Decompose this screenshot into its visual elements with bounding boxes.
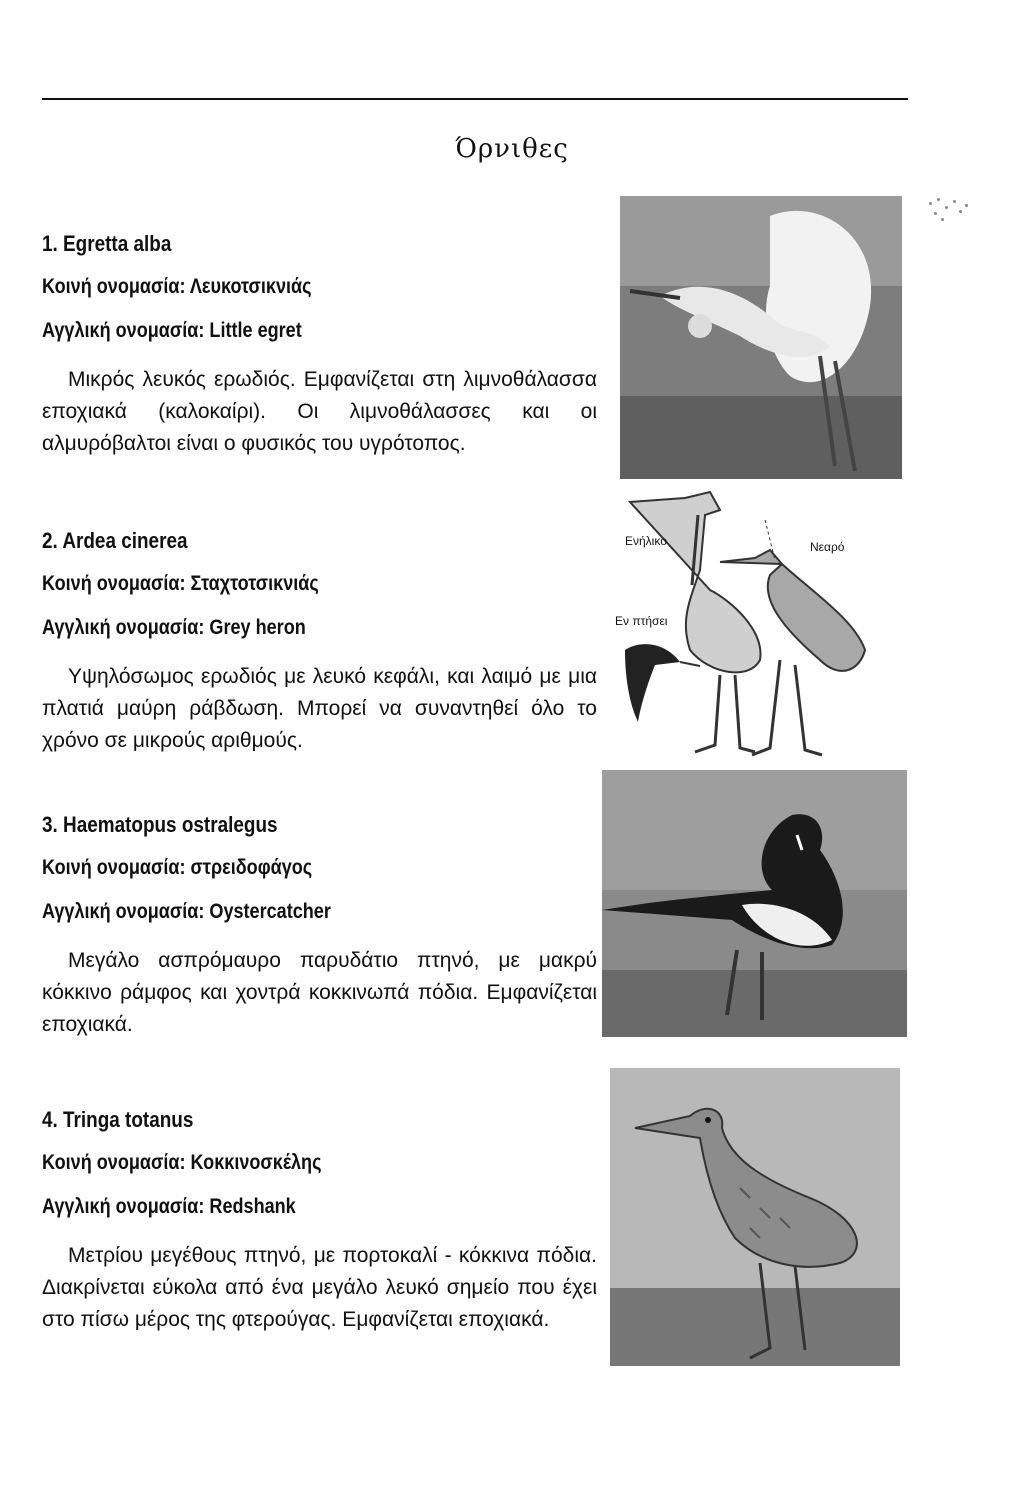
- english-name: Αγγλική ονομασία: Oystercatcher: [42, 900, 331, 923]
- scan-speckle: [925, 196, 975, 226]
- bird-description: Μεγάλο ασπρόμαυρο παρυδάτιο πτηνό, με μακρύ κόκκινο ράμφος και χοντρά κοκκινωπά πόδια. Εμφανίζεται εποχιακά.: [42, 949, 597, 1036]
- bird-heading: 2. Ardea cinerea: [42, 528, 188, 553]
- label-juvenile: Νεαρό: [810, 540, 845, 554]
- egret-photo: [620, 196, 902, 479]
- page-title: Όρνιθες: [455, 134, 569, 164]
- bird-entry-2: [42, 530, 597, 757]
- english-name: Αγγλική ονομασία: Little egret: [42, 319, 302, 342]
- bird-description: Υψηλόσωμος ερωδιός με λευκό κεφάλι, και λαιμό με μια πλατιά μαύρη ράβδωση. Μπορεί να συναντηθεί όλο το χρόνο σε μικρούς αριθμούς.: [42, 665, 597, 752]
- common-name: Κοινή ονομασία: στρειδοφάγος: [42, 856, 313, 879]
- oystercatcher-photo: [602, 770, 907, 1037]
- english-name: Αγγλική ονομασία: Redshank: [42, 1195, 296, 1218]
- bird-heading: 1. Egretta alba: [42, 231, 172, 256]
- common-name: Κοινή ονομασία: Λευκοτσικνιάς: [42, 275, 312, 298]
- top-rule: [42, 98, 908, 100]
- label-in-flight: Εν πτήσει: [615, 614, 668, 628]
- english-name: Αγγλική ονομασία: Grey heron: [42, 616, 306, 639]
- heron-illustration: [610, 490, 875, 760]
- bird-entry-1: [42, 233, 597, 460]
- label-adult: Ενήλικο: [625, 534, 667, 548]
- bird-description: Μετρίου μεγέθους πτηνό, με πορτοκαλί - κόκκινα πόδια. Διακρίνεται εύκολα από ένα μεγάλο λευκό σημείο που έχει στο πίσω μέρος της φτερούγας. Εμφανίζεται εποχιακά.: [42, 1244, 597, 1331]
- common-name: Κοινή ονομασία: Κοκκινοσκέλης: [42, 1151, 322, 1174]
- redshank-photo: [610, 1068, 900, 1366]
- bird-heading: 4. Tringa totanus: [42, 1107, 194, 1132]
- bird-entry-3: [42, 814, 597, 1041]
- bird-heading: 3. Haematopus ostralegus: [42, 812, 278, 837]
- bird-entry-4: [42, 1109, 597, 1336]
- common-name: Κοινή ονομασία: Σταχτοτσικνιάς: [42, 572, 319, 595]
- bird-description: Μικρός λευκός ερωδιός. Εμφανίζεται στη λιμνοθάλασσα εποχιακά (καλοκαίρι). Οι λιμνοθάλασσες και οι αλμυρόβαλτοι είναι ο φυσικός του υγρότοπος.: [42, 368, 597, 455]
